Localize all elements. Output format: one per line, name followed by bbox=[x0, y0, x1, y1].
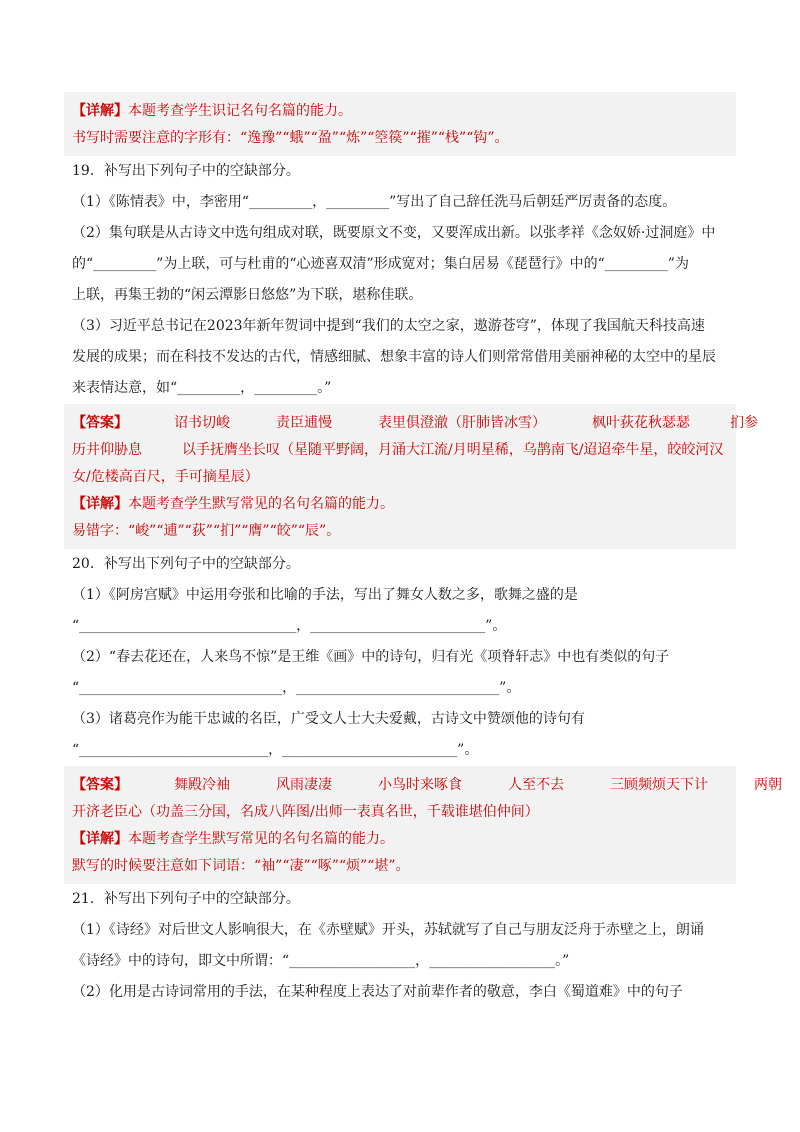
q20-title: 20．补写出下列句子中的空缺部分。 bbox=[72, 556, 300, 572]
detail-tag: 【详解】 bbox=[72, 831, 128, 847]
q19-answer-line1 bbox=[72, 410, 758, 437]
q21-s1-l1: （1）《诗经》对后世文人影响很大，在《赤壁赋》开头，苏轼就写了自己与朋友泛舟于赤壁之上，朗诵 bbox=[72, 922, 704, 938]
q19-s3-l3: 来表情达意，如“_________，_________。” bbox=[72, 380, 332, 396]
detail-tag: 【详解】 bbox=[72, 496, 128, 512]
q20-answer-line1 bbox=[72, 772, 782, 799]
detail-text: 本题考查学生默写常见的名句名篇的能力。 bbox=[128, 831, 394, 847]
answer-tag: 【答案】 bbox=[72, 777, 128, 793]
q20-answer-box bbox=[64, 766, 782, 884]
q19-s3-l2: 发展的成果；而在科技不发达的古代，情感细腻、想象丰富的诗人们则常常借用美丽神秘的太空中的星辰 bbox=[72, 349, 716, 365]
q20-detail-line bbox=[72, 826, 728, 853]
q19-error-line: 易错字：“峻”“逋”“荻”“扪”“膺”“皎”“辰”。 bbox=[72, 523, 341, 539]
answer-item: 扪参 bbox=[730, 415, 758, 431]
content-column bbox=[72, 92, 782, 1008]
q19-s2-l2: 的“_________”为上联，可与杜甫的“心迹喜双清”形成宽对；集白居易《琵琶行》中的“_________”为 bbox=[72, 256, 689, 272]
answer-item: 三顾频烦天下计 bbox=[610, 777, 708, 793]
q20-s3-l2: “___________________________，_________________________”。 bbox=[72, 742, 479, 758]
q20-answer-line2: 开济老臣心（功盖三分国，名成八阵图/出师一表真名世，千载谁堪伯仲间） bbox=[72, 804, 539, 820]
answer-tag: 【答案】 bbox=[72, 415, 128, 431]
q20-s1-l2: “_______________________________，_________________________”。 bbox=[72, 618, 507, 634]
q19-answer-box bbox=[64, 404, 758, 549]
q18-detail-box bbox=[64, 92, 736, 156]
answer-item: 舞殿冷袖 bbox=[174, 777, 230, 793]
answer-item: 责臣逋慢 bbox=[276, 415, 332, 431]
answer-item: 人至不去 bbox=[508, 777, 564, 793]
q19-s2-l1: （2）集句联是从古诗文中选句组成对联，既要原文不变，又要浑成出新。以张孝祥《念奴娇·过洞庭》中 bbox=[72, 225, 716, 241]
q19-detail-line bbox=[72, 491, 728, 518]
q20-s1-l1: （1）《阿房宫赋》中运用夸张和比喻的手法，写出了舞女人数之多，歌舞之盛的是 bbox=[72, 587, 578, 603]
answer-item: 小鸟时来啄食 bbox=[378, 777, 462, 793]
q21-title: 21．补写出下列句子中的空缺部分。 bbox=[72, 891, 300, 907]
answer-item: 历井仰胁息 bbox=[72, 442, 142, 458]
q18-note-line: 书写时需要注意的字形有：“逸豫”“蛾”“盈”“炼”“箜篌”“摧”“栈”“钩”。 bbox=[72, 130, 509, 146]
answer-item: 两朝 bbox=[754, 777, 782, 793]
answer-item: 以手抚膺坐长叹（星随平野阔，月涌大江流/月明星稀，乌鹊南飞/迢迢牵牛星，皎皎河汉 bbox=[182, 442, 724, 458]
answer-item: 风雨凄凄 bbox=[276, 777, 332, 793]
detail-text: 本题考查学生默写常见的名句名篇的能力。 bbox=[128, 496, 394, 512]
q21-s1-l2: 《诗经》中的诗句，即文中所谓：“__________________，__________________。” bbox=[72, 953, 570, 969]
q20-s2-l1: （2）“春去花还在，人来鸟不惊”是王维《画》中的诗句，归有光《项脊轩志》中也有类似的句子 bbox=[72, 649, 670, 665]
q19-s1: （1）《陈情表》中，李密用“_________，_________”写出了自己辞任洗马后朝廷严厉责备的态度。 bbox=[72, 194, 677, 210]
q19-answer-line2 bbox=[72, 437, 728, 464]
q20-note-line: 默写的时候要注意如下词语：“袖”“凄”“啄”“烦”“堪”。 bbox=[72, 858, 410, 874]
q19-s3-l1: （3）习近平总书记在2023年新年贺词中提到“我们的太空之家，遨游苍穹”，体现了我国航天科技高速 bbox=[72, 318, 705, 334]
q21-s2-l1: （2）化用是古诗词常用的手法，在某种程度上表达了对前辈作者的敬意，李白《蜀道难》中的句子 bbox=[72, 984, 683, 1000]
q18-detail-line bbox=[72, 98, 728, 125]
answer-item: 诏书切峻 bbox=[174, 415, 230, 431]
detail-tag: 【详解】 bbox=[72, 103, 128, 119]
q20-s2-l2: “_____________________________，_____________________________”。 bbox=[72, 680, 521, 696]
answer-item: 表里俱澄澈（肝肺皆冰雪） bbox=[378, 415, 546, 431]
q19-title: 19．补写出下列句子中的空缺部分。 bbox=[72, 163, 300, 179]
q19-answer-line3: 女/危楼高百尺，手可摘星辰） bbox=[72, 469, 259, 485]
q20-s3-l1: （3）诸葛亮作为能干忠诚的名臣，广受文人士大夫爱戴，古诗文中赞颂他的诗句有 bbox=[72, 711, 585, 727]
answer-item: 枫叶荻花秋瑟瑟 bbox=[592, 415, 690, 431]
detail-text: 本题考查学生识记名句名篇的能力。 bbox=[128, 103, 352, 119]
q19-s2-l3: 上联，再集王勃的“闲云潭影日悠悠”为下联，堪称佳联。 bbox=[72, 287, 423, 303]
